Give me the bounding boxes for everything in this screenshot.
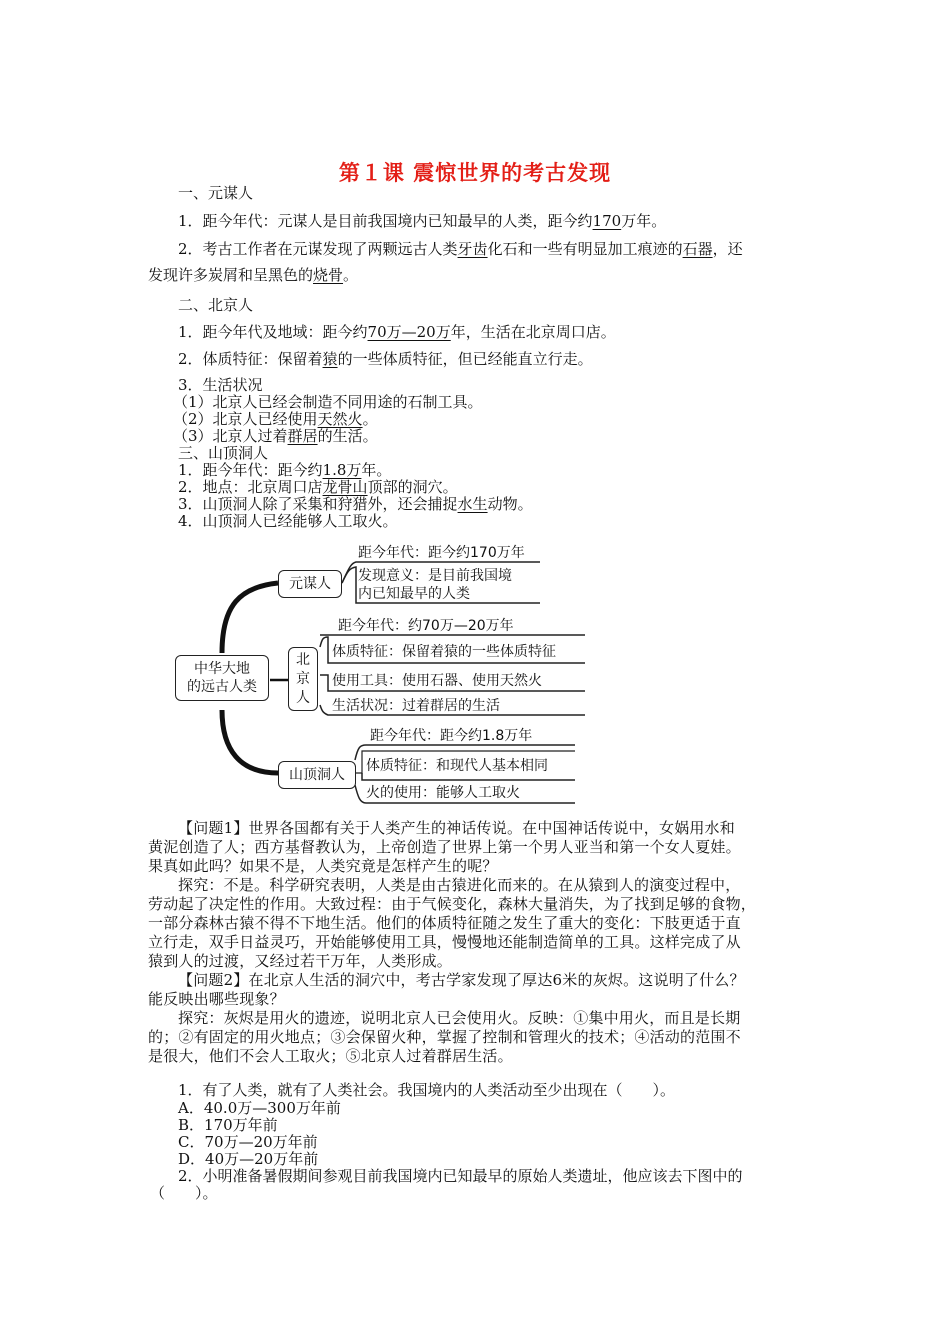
shanding-item-physique: 体质特征：和现代人基本相同: [366, 758, 548, 774]
question-2-line: 【问题2】在北京人生活的洞穴中，考古学家发现了厚达6米的灰烬。这说明了什么？: [178, 971, 745, 989]
answer-1-line: 探究：不是。科学研究表明，人类是由古猿进化而来的。在从猿到人的演变过程中，: [178, 876, 741, 894]
answer-1-line: 立行走，双手日益灵巧，开始能够使用工具，慢慢地还能制造简单的工具。这样完成了从: [148, 933, 741, 951]
answer-1-line: 劳动起了决定性的作用。大致过程：由于气候变化，森林大量消失，为了找到足够的食物，: [148, 895, 757, 913]
exercise-1-option-d: D．40万—20万年前: [178, 1150, 319, 1168]
yuanmou-finds-line: 2．考古工作者在元谋发现了两颗远古人类牙齿化石和一些有明显加工痕迹的石器，还: [178, 240, 743, 258]
exercise-2-stem-cont: （ ）。: [150, 1184, 218, 1202]
question-1-line: 果真如此吗？如果不是，人类究竟是怎样产生的呢？: [148, 857, 498, 875]
question-2: [148, 971, 788, 1009]
branch-yuanmou: 元谋人: [278, 570, 342, 598]
answer-1: [148, 876, 788, 971]
beijing-life-item-2: （2）北京人已经使用天然火。: [173, 410, 378, 428]
section-heading-yuanmou: 一、元谋人: [178, 184, 254, 202]
answer-1-line: 猿到人的过渡，又经过若干万年，人类形成。: [148, 952, 453, 970]
beijing-char-3: 人: [296, 689, 310, 706]
exercise-2-stem: 2．小明准备暑假期间参观目前我国境内已知最早的原始人类遗址，他应该去下图中的: [178, 1167, 743, 1185]
lesson-title: 第１课 震惊世界的考古发现: [338, 161, 612, 185]
shanding-location-line: 2．地点：北京周口店龙骨山顶部的洞穴。: [178, 478, 458, 496]
yuanmou-item-significance-2: 内已知最早的人类: [358, 586, 470, 602]
beijing-life-item-3: （3）北京人过着群居的生活。: [173, 427, 378, 445]
branch-curve-shanding: [222, 710, 278, 773]
beijing-age-line: 1．距今年代及地域：距今约70万—20万年，生活在北京周口店。: [178, 323, 616, 341]
beijing-life-item-1: （1）北京人已经会制造不同用途的石制工具。: [173, 393, 483, 411]
shanding-age-line: 1．距今年代：距今约1.8万年。: [178, 461, 392, 479]
shanding-item-fire: 火的使用：能够人工取火: [366, 785, 520, 801]
exercise-1-option-a: A．40.0万—300万年前: [178, 1099, 341, 1117]
answer-1-line: 一部分森林古猿不得不下地生活。他们的体质特征随之发生了重大的变化：下肢更适于直: [148, 914, 741, 932]
mind-map-root: [175, 655, 269, 701]
beijing-item-tools: 使用工具：使用石器、使用天然火: [332, 673, 542, 689]
shanding-item-age: 距今年代：距今约1.8万年: [370, 728, 533, 744]
beijing-char-1: 北: [296, 651, 310, 668]
question-1-line: 黄泥创造了人；西方基督教认为，上帝创造了世界上第一个男人亚当和第一个女人夏娃。: [148, 838, 741, 856]
question-1: [148, 819, 788, 876]
exercise-1-option-b: B．170万年前: [178, 1116, 278, 1134]
beijing-char-2: 京: [296, 670, 310, 687]
answer-2-line: 是很大，他们不会人工取火；⑤北京人过着群居生活。: [148, 1047, 513, 1065]
branch-beijing: [288, 647, 318, 711]
yuanmou-item-age: 距今年代：距今约170万年: [358, 545, 525, 561]
exercise-1-stem: 1．有了人类，就有了人类社会。我国境内的人类活动至少出现在（ ）。: [178, 1081, 676, 1099]
answer-2-line: 探究：灰烬是用火的遗迹，说明北京人已会使用火。反映：①集中用火，而且是长期: [178, 1009, 741, 1027]
branch-curve-yuanmou: [222, 583, 278, 653]
answer-2: [148, 1009, 788, 1066]
yuanmou-item-significance-1: 发现意义：是目前我国境: [358, 568, 512, 584]
beijing-item-age: 距今年代：约70万—20万年: [338, 618, 514, 634]
shanding-hunting-line: 3．山顶洞人除了采集和狩猎外，还会捕捉水生动物。: [178, 495, 533, 513]
shanding-fire-line: 4．山顶洞人已经能够人工取火。: [178, 512, 398, 530]
beijing-item-physique: 体质特征：保留着猿的一些体质特征: [332, 644, 556, 660]
beijing-life-heading: 3．生活状况: [178, 376, 263, 394]
mind-map: [170, 535, 600, 810]
answer-2-line: 的；②有固定的用火地点；③会保留火种，掌握了控制和管理火的技术；④活动的范围不: [148, 1028, 741, 1046]
section-heading-shanding: 三、山顶洞人: [178, 444, 269, 462]
beijing-physique-line: 2．体质特征：保留着猿的一些体质特征，但已经能直立行走。: [178, 350, 593, 368]
root-line-1: 中华大地: [194, 661, 250, 677]
branch-shanding: 山顶洞人: [278, 761, 356, 789]
question-1-line: 【问题1】世界各国都有关于人类产生的神话传说。在中国神话传说中，女娲用水和: [178, 819, 735, 837]
question-2-line: 能反映出哪些现象？: [148, 990, 285, 1008]
yuanmou-finds-line-2: 发现许多炭屑和呈黑色的烧骨。: [148, 266, 359, 284]
beijing-item-life: 生活状况：过着群居的生活: [332, 698, 500, 714]
exercise-1-option-c: C．70万—20万年前: [178, 1133, 318, 1151]
root-line-2: 的远古人类: [187, 679, 257, 695]
yuanmou-age-line: 1．距今年代：元谋人是目前我国境内已知最早的人类，距今约170万年。: [178, 212, 667, 230]
section-heading-beijing: 二、北京人: [178, 296, 254, 314]
